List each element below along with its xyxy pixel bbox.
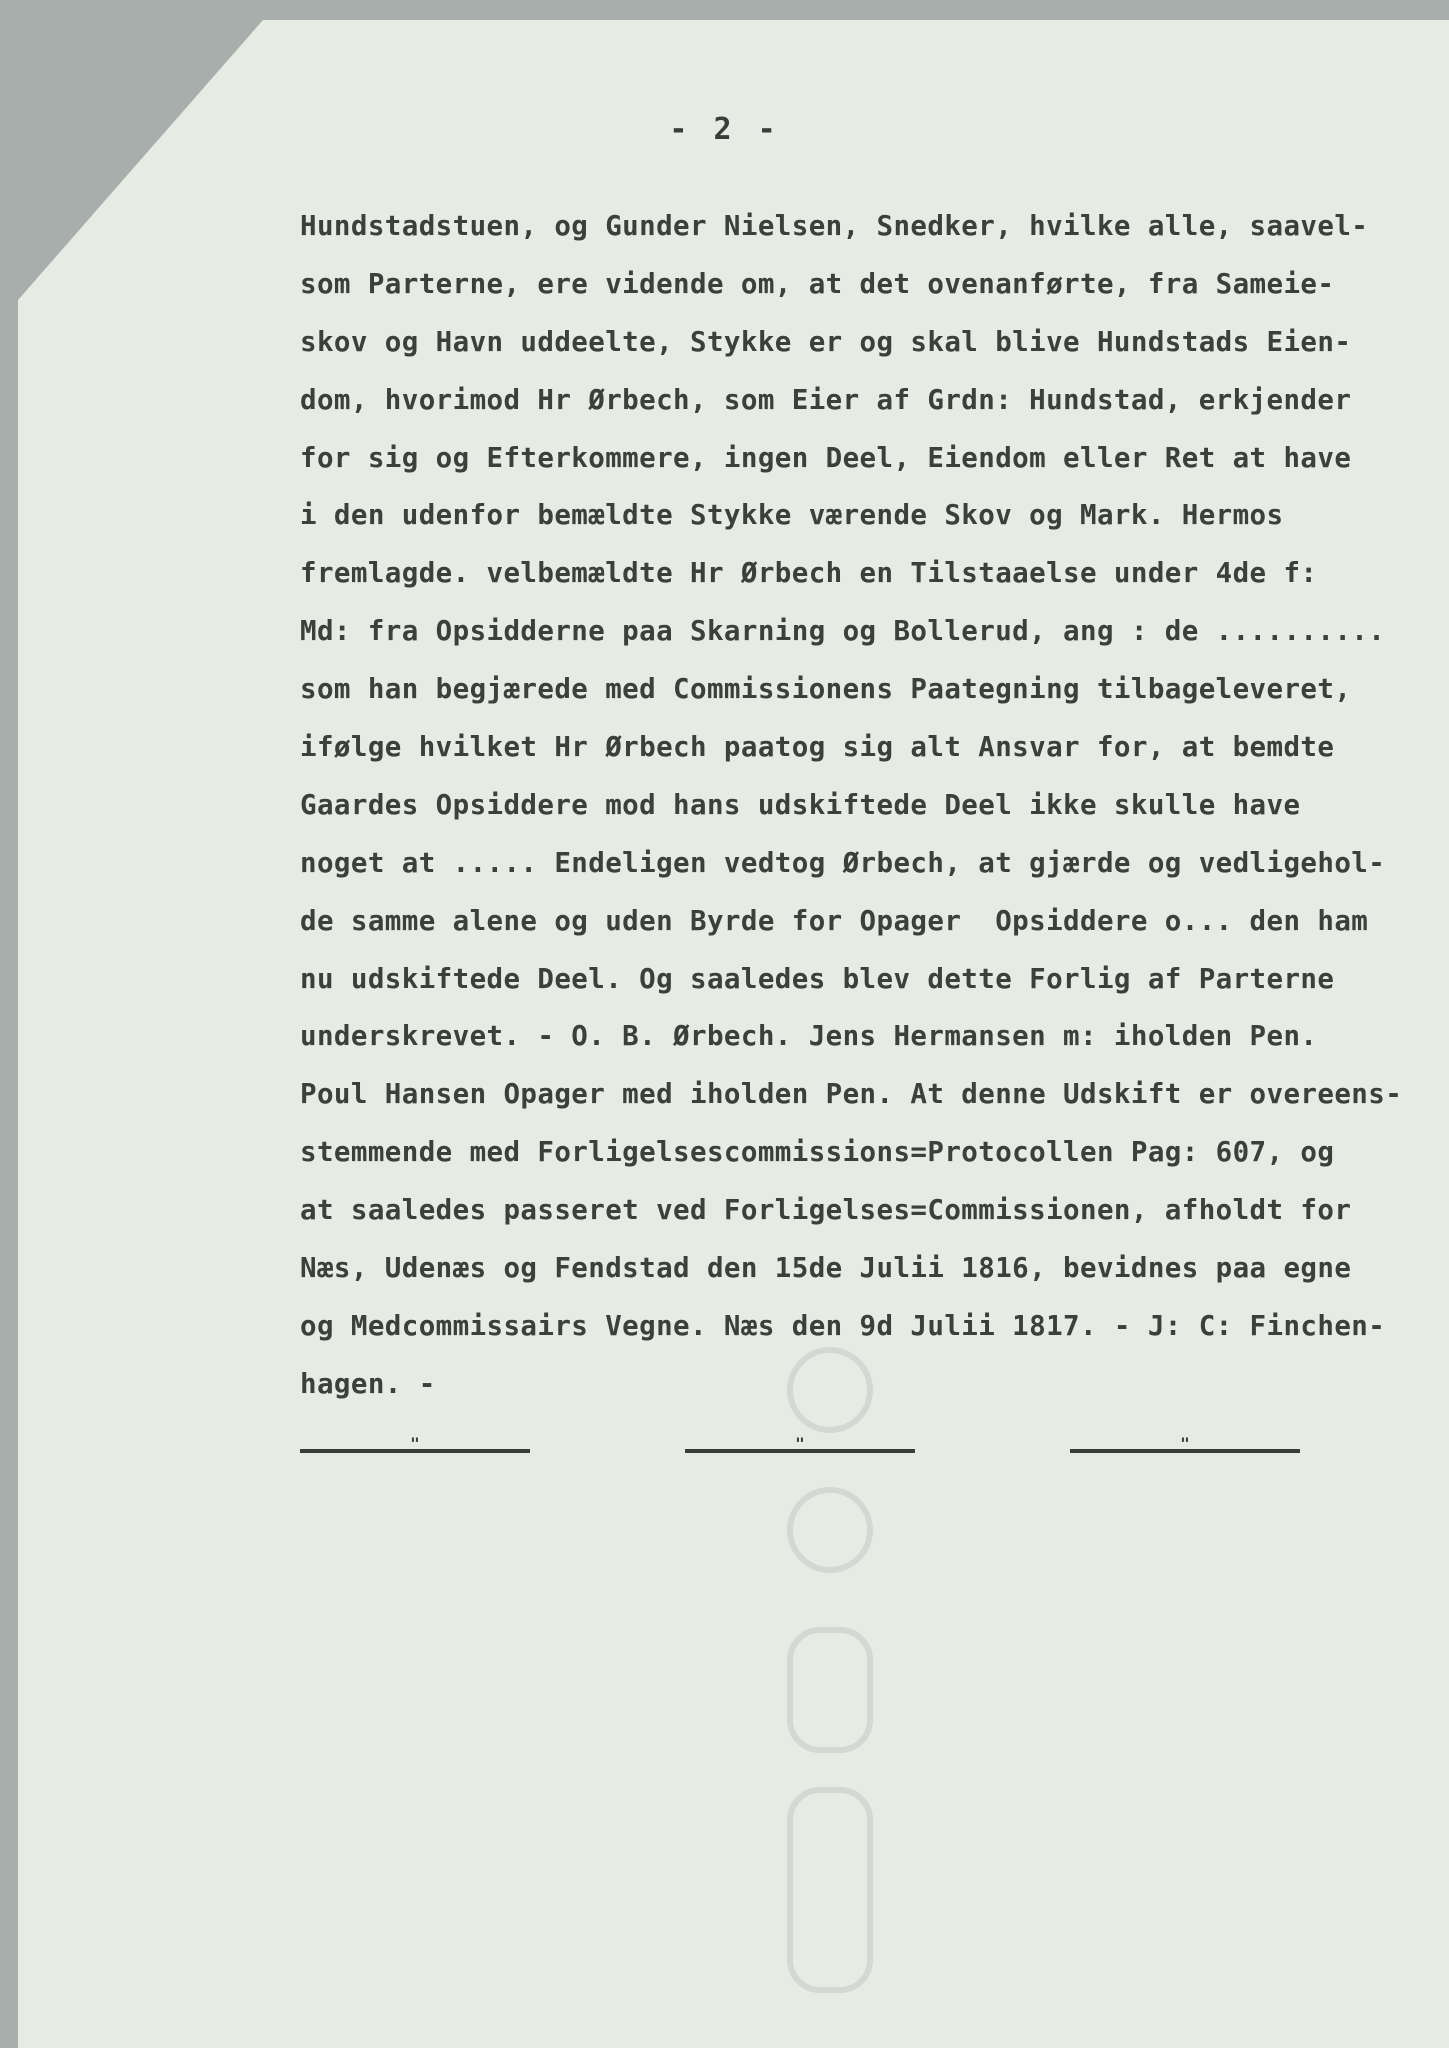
text-line: noget at ..... Endeligen vedtog Ørbech, at gjærde og vedligehol- (300, 846, 1386, 879)
text-line: som han begjærede med Commissionens Paategning tilbageleveret, (300, 673, 1352, 706)
page-number: - 2 - (669, 112, 780, 147)
separator-line (300, 1434, 530, 1453)
text-line: de samme alene og uden Byrde for Opager Opsiddere o... den ham (300, 904, 1369, 937)
separator-line (685, 1434, 915, 1453)
text-line: Næs, Udenæs og Fendstad den 15de Julii 1816, bevidnes paa egne (300, 1252, 1352, 1285)
text-line: at saaledes passeret ved Forligelses=Commissionen, afholdt for (300, 1194, 1352, 1227)
separator-line (1070, 1434, 1300, 1453)
text-line: skov og Havn uddeelte, Stykke er og skal blive Hundstads Eien- (300, 325, 1352, 358)
text-line: stemmende med Forligelsescommissions=Protocollen Pag: 607, og (300, 1136, 1335, 1169)
document-body (300, 198, 1430, 1414)
text-line: underskrevet. - O. B. Ørbech. Jens Hermansen m: iholden Pen. (300, 1020, 1318, 1053)
text-line: i den udenfor bemældte Stykke værende Skov og Mark. Hermos (300, 499, 1284, 532)
text-line: som Parterne, ere vidende om, at det ovenanførte, fra Sameie- (300, 267, 1335, 300)
separator-mark: " (795, 1434, 805, 1453)
separator-mark: " (410, 1434, 420, 1453)
text-line: for sig og Efterkommere, ingen Deel, Eiendom eller Ret at have (300, 441, 1352, 474)
text-line: fremlagde. velbemældte Hr Ørbech en Tilstaaelse under 4de f: (300, 557, 1318, 590)
text-line: Hundstadstuen, og Gunder Nielsen, Snedker, hvilke alle, saavel- (300, 210, 1369, 242)
text-line: nu udskiftede Deel. Og saaledes blev dette Forlig af Parterne (300, 962, 1335, 995)
text-line: ifølge hvilket Hr Ørbech paatog sig alt Ansvar for, at bemdte (300, 731, 1335, 764)
separator-mark: " (1180, 1434, 1190, 1453)
text-line: og Medcommissairs Vegne. Næs den 9d Julii 1817. - J: C: Finchen- (300, 1309, 1386, 1342)
text-line: hagen. - (300, 1367, 436, 1400)
text-line: Md: fra Opsidderne paa Skarning og Bollerud, ang : de .......... (300, 615, 1386, 648)
text-line: Gaardes Opsiddere mod hans udskiftede Deel ikke skulle have (300, 788, 1301, 821)
watermark-stamp (770, 1330, 890, 2030)
text-line: dom, hvorimod Hr Ørbech, som Eier af Grdn: Hundstad, erkjender (300, 383, 1352, 416)
text-line: Poul Hansen Opager med iholden Pen. At denne Udskift er overeens- (300, 1078, 1403, 1111)
